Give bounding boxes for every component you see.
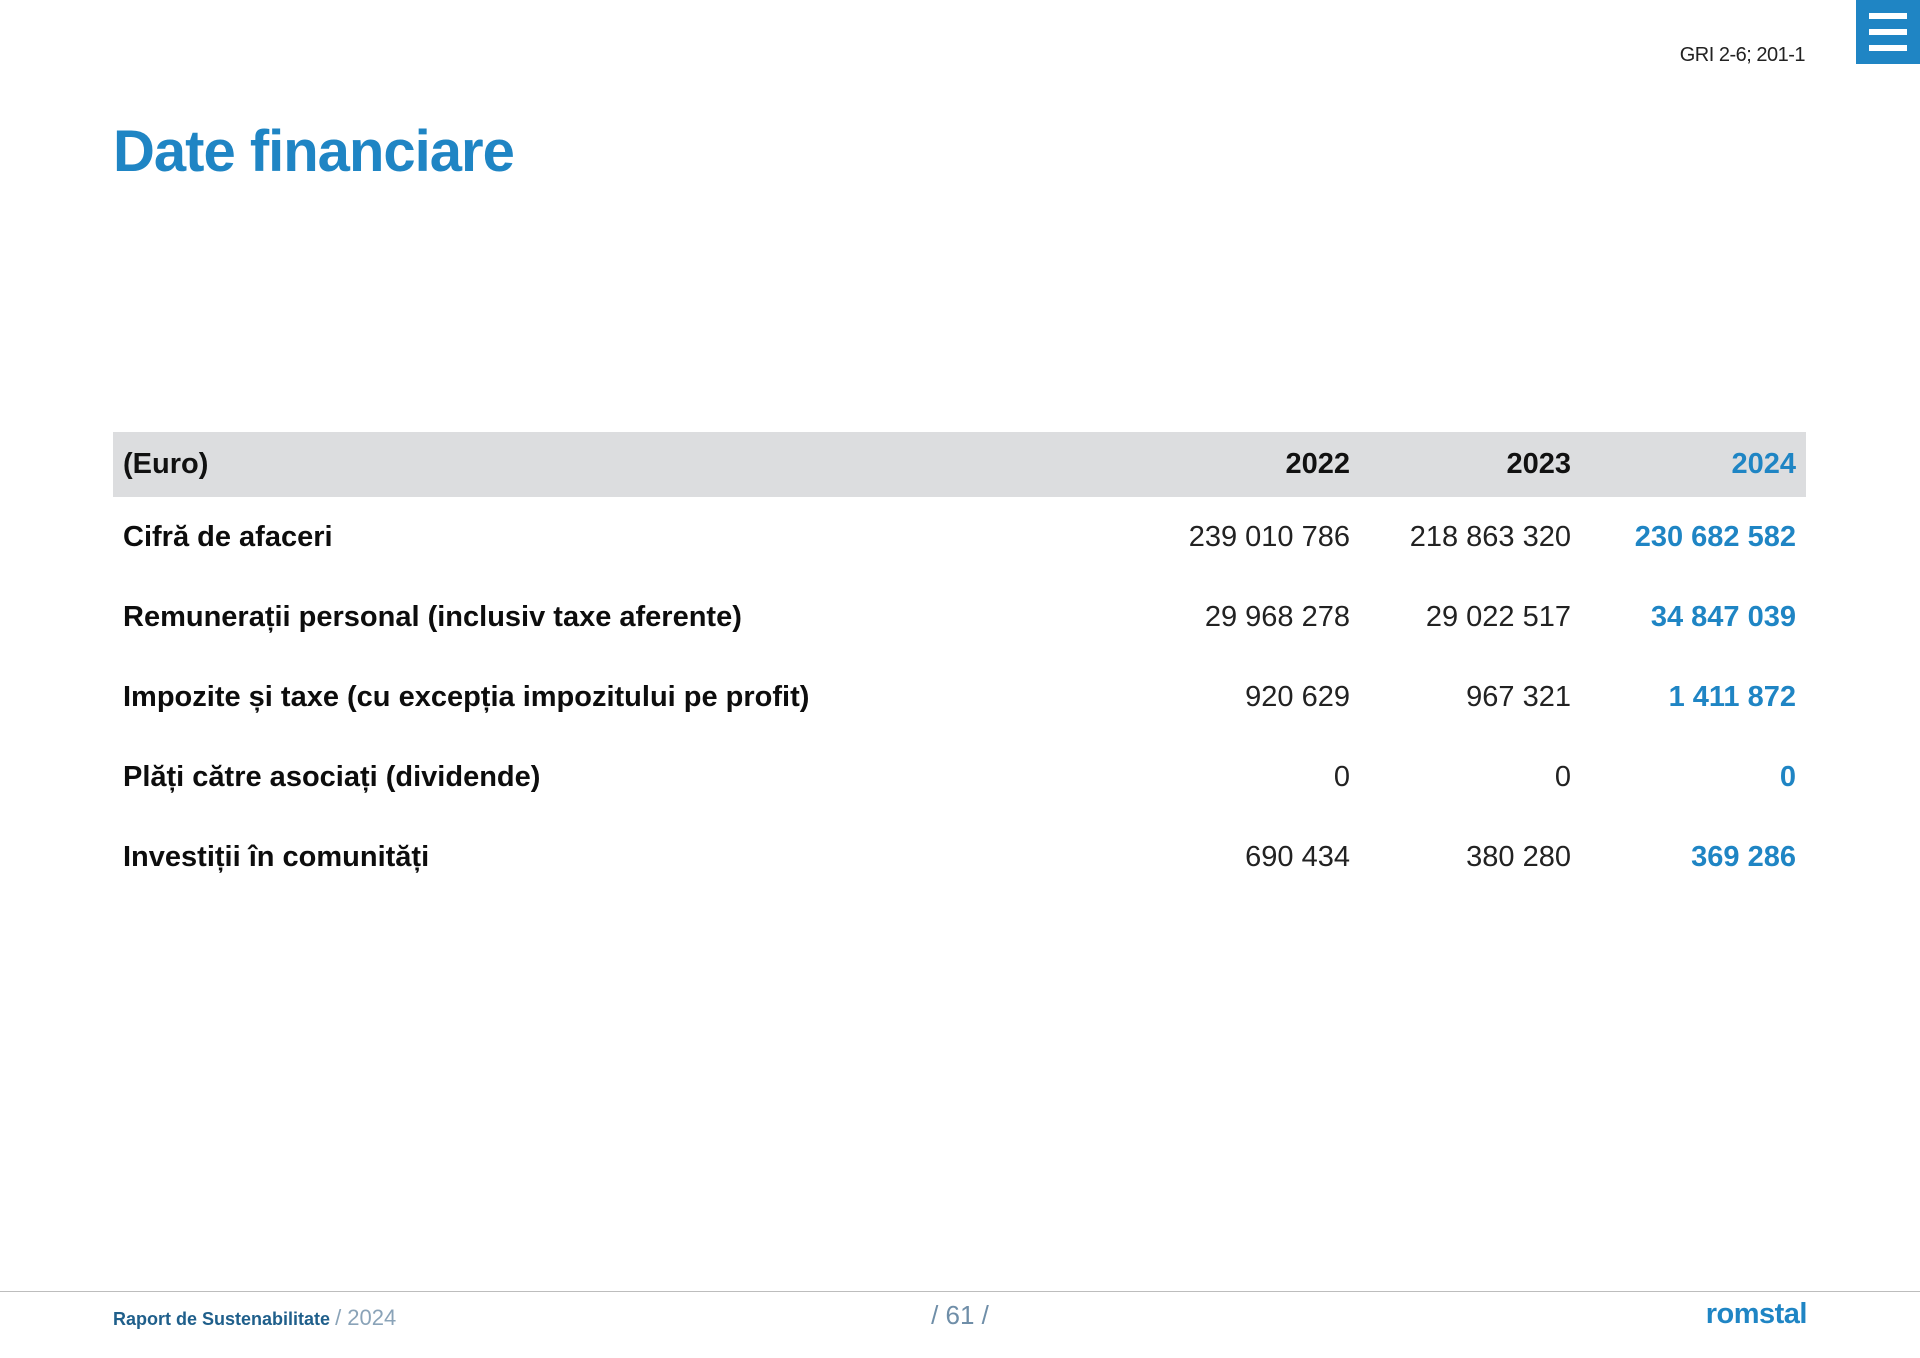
cell-2024: 1 411 872 bbox=[1668, 680, 1796, 713]
column-header-2023: 2023 bbox=[1506, 448, 1571, 480]
financial-data-table bbox=[113, 432, 1806, 897]
menu-bar bbox=[1869, 45, 1907, 51]
report-name: Raport de Sustenabilitate bbox=[113, 1309, 331, 1329]
table-header-row bbox=[113, 432, 1806, 497]
cell-2023: 218 863 320 bbox=[1409, 520, 1571, 553]
report-year: 2024 bbox=[347, 1305, 397, 1330]
cell-2022: 920 629 bbox=[1245, 680, 1350, 713]
report-year-separator: / bbox=[335, 1305, 348, 1330]
row-label: Impozite și taxe (cu excepția impozitului pe profit) bbox=[123, 680, 810, 713]
cell-2023: 0 bbox=[1554, 760, 1571, 793]
page-separator: / bbox=[931, 1300, 946, 1330]
company-logo: romstal bbox=[1705, 1298, 1807, 1330]
page-title: Date financiare bbox=[113, 119, 514, 184]
cell-2024: 230 682 582 bbox=[1634, 520, 1796, 553]
column-header-unit: (Euro) bbox=[123, 448, 209, 480]
page-separator: / bbox=[974, 1300, 989, 1330]
row-label: Cifră de afaceri bbox=[123, 520, 333, 553]
cell-2024: 0 bbox=[1779, 760, 1796, 793]
row-label: Plăți către asociați (dividende) bbox=[123, 760, 541, 793]
footer-divider bbox=[0, 1291, 1920, 1292]
cell-2022: 239 010 786 bbox=[1188, 520, 1350, 553]
table-row bbox=[113, 657, 1806, 737]
page-number: 61 bbox=[945, 1300, 975, 1330]
cell-2024: 34 847 039 bbox=[1650, 600, 1796, 633]
menu-bar bbox=[1869, 29, 1907, 35]
table-row bbox=[113, 577, 1806, 657]
table-row bbox=[113, 737, 1806, 817]
column-header-2024: 2024 bbox=[1731, 448, 1796, 480]
table-row bbox=[113, 497, 1806, 577]
column-header-2022: 2022 bbox=[1285, 448, 1350, 480]
table-row bbox=[113, 817, 1806, 897]
menu-bar bbox=[1869, 13, 1907, 19]
cell-2023: 29 022 517 bbox=[1425, 600, 1571, 633]
cell-2022: 690 434 bbox=[1245, 840, 1350, 873]
row-label: Investiții în comunități bbox=[123, 840, 430, 873]
page-number-indicator bbox=[0, 1300, 1920, 1331]
cell-2023: 967 321 bbox=[1466, 680, 1571, 713]
cell-2022: 29 968 278 bbox=[1204, 600, 1350, 633]
hamburger-menu-icon[interactable] bbox=[1856, 0, 1920, 64]
cell-2023: 380 280 bbox=[1466, 840, 1571, 873]
cell-2022: 0 bbox=[1333, 760, 1350, 793]
gri-reference: GRI 2-6; 201-1 bbox=[1679, 44, 1805, 66]
cell-2024: 369 286 bbox=[1691, 840, 1796, 873]
row-label: Remunerații personal (inclusiv taxe aferente) bbox=[123, 600, 742, 633]
